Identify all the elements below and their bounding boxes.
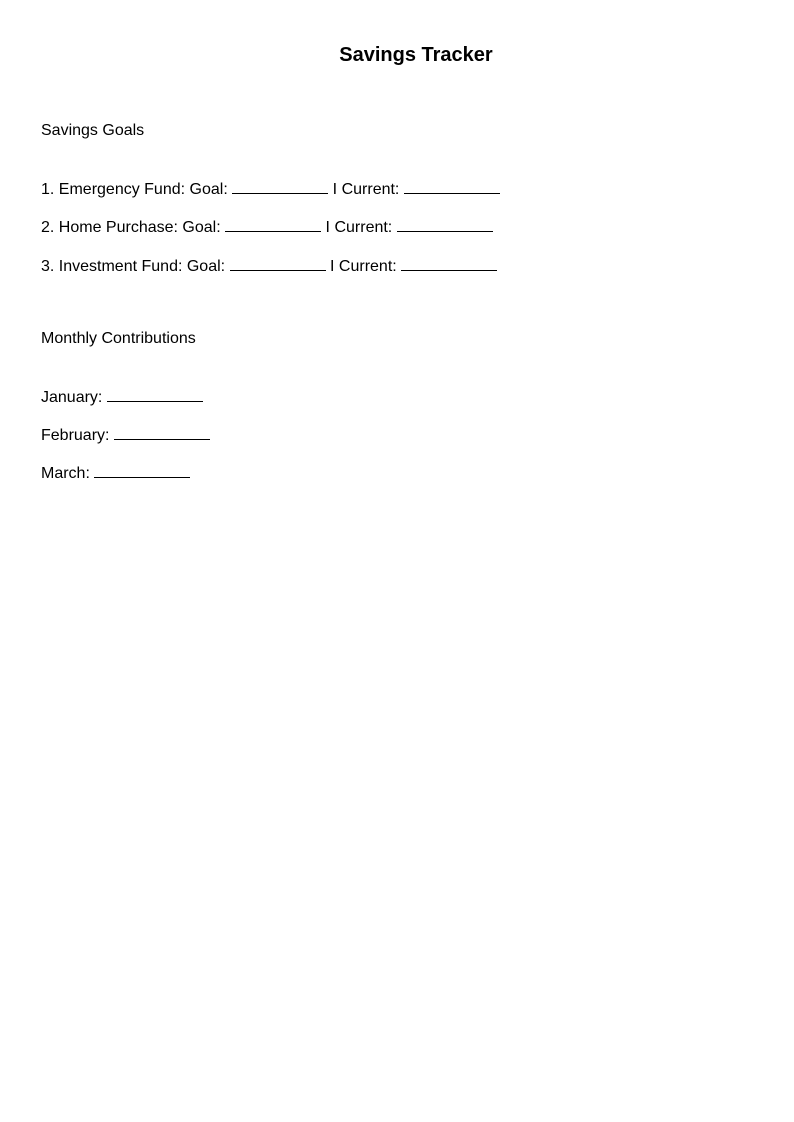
current-label: Current: xyxy=(341,181,400,198)
goal-label: 1. Emergency Fund: Goal: xyxy=(41,181,228,198)
month-row-march xyxy=(41,462,190,484)
current-label: Current: xyxy=(334,219,393,236)
monthly-contributions-heading: Monthly Contributions xyxy=(41,330,196,347)
goal-row-home-purchase xyxy=(41,216,493,238)
goal-label: 3. Investment Fund: Goal: xyxy=(41,258,226,275)
savings-goals-heading: Savings Goals xyxy=(41,122,145,139)
goal-separator: I xyxy=(325,219,330,236)
contribution-amount-field[interactable] xyxy=(94,462,190,478)
month-row-january xyxy=(41,386,203,408)
goal-separator: I xyxy=(332,181,338,198)
month-label: March: xyxy=(41,465,90,482)
month-row-february xyxy=(41,424,210,446)
goal-amount-field[interactable] xyxy=(225,216,321,232)
goal-amount-field[interactable] xyxy=(230,255,326,271)
contribution-amount-field[interactable] xyxy=(107,386,203,402)
page-title: Savings Tracker xyxy=(339,44,493,66)
current-label: Current: xyxy=(338,258,397,275)
current-amount-field[interactable] xyxy=(404,178,500,194)
goal-row-emergency-fund xyxy=(41,178,500,200)
month-label: January: xyxy=(41,389,103,406)
goal-amount-field[interactable] xyxy=(232,178,328,194)
goal-label: 2. Home Purchase: Goal: xyxy=(41,219,221,236)
month-label: February: xyxy=(41,427,110,444)
goal-row-investment-fund xyxy=(41,255,497,277)
contribution-amount-field[interactable] xyxy=(114,424,210,440)
current-amount-field[interactable] xyxy=(397,216,493,232)
current-amount-field[interactable] xyxy=(401,255,497,271)
goal-separator: I xyxy=(330,258,335,275)
